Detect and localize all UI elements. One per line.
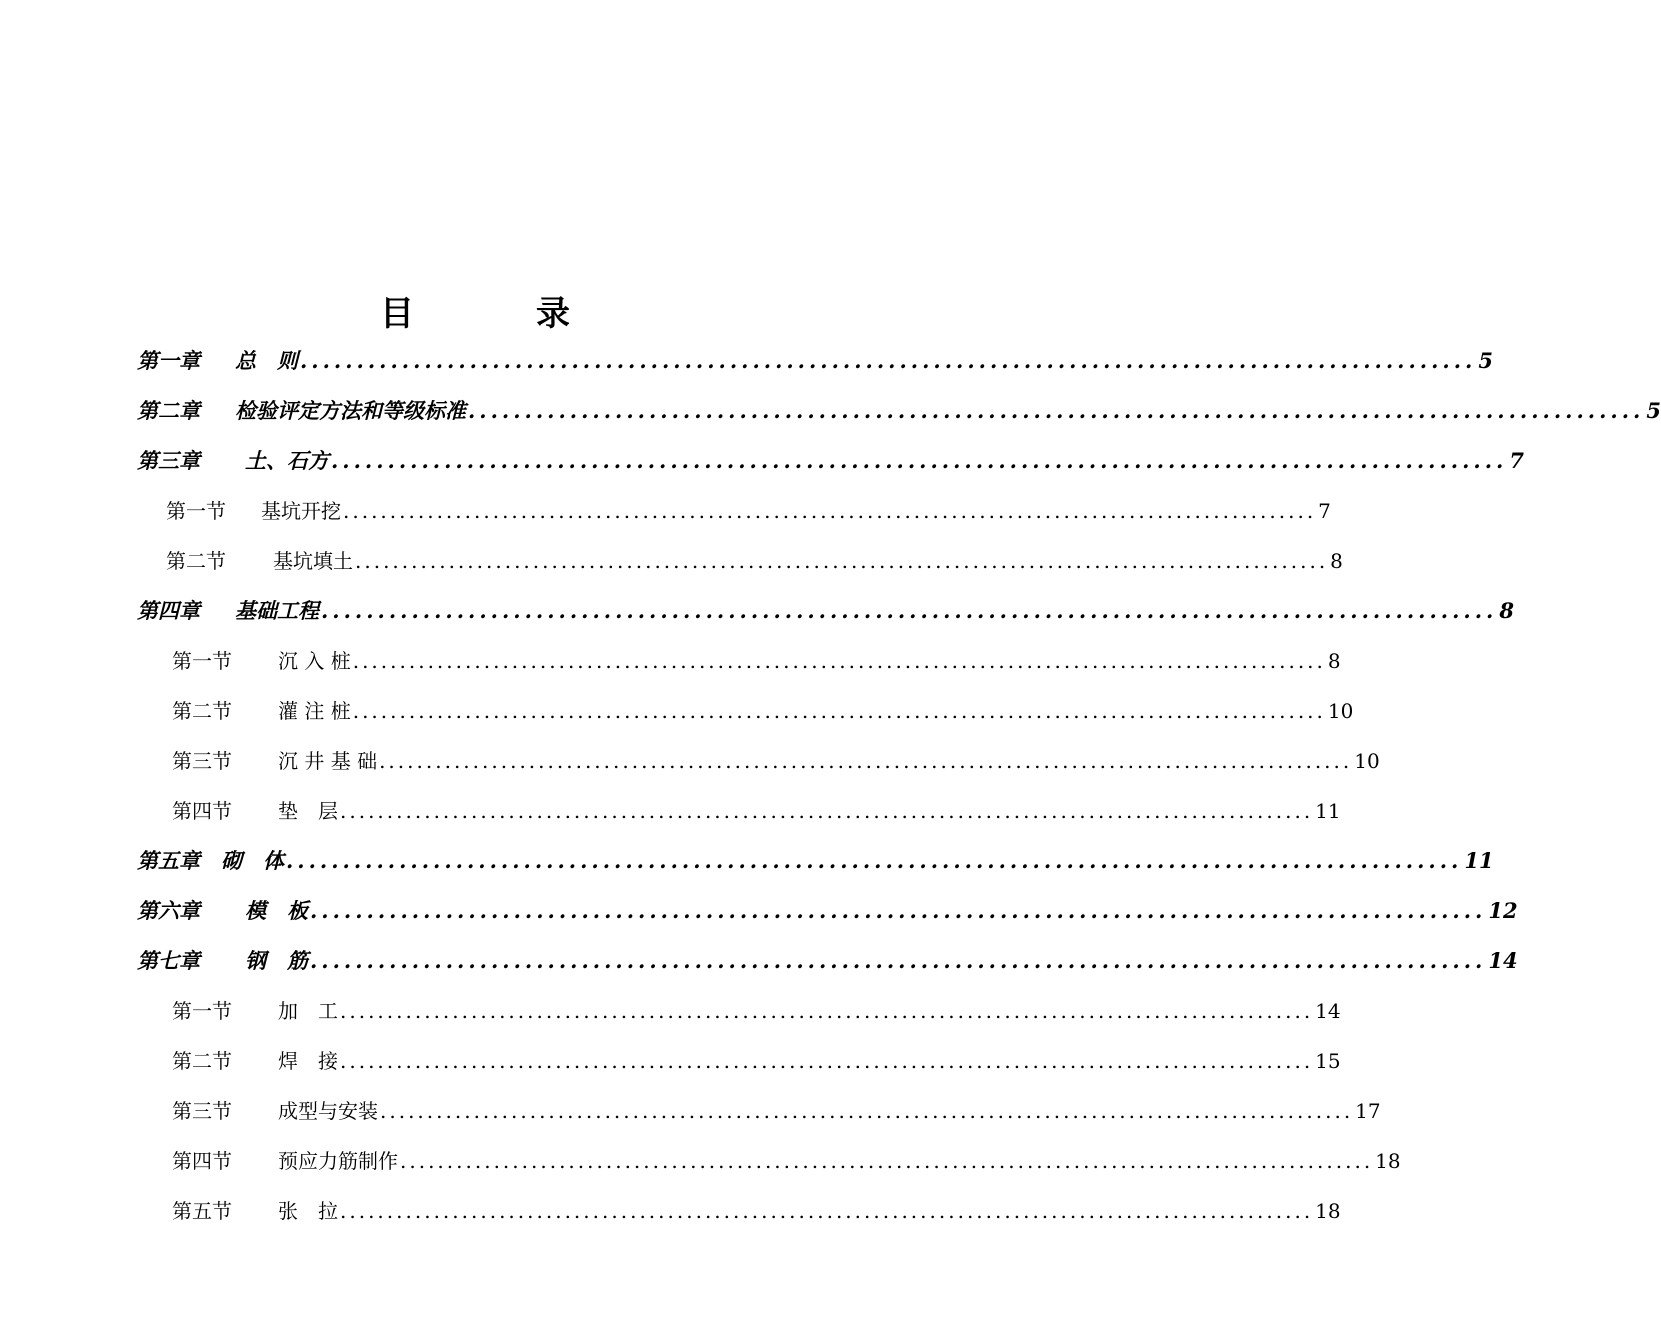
toc-entry-number: 第二章	[137, 398, 200, 423]
toc-entry[interactable]	[166, 495, 1331, 529]
toc-entry-number: 第五节	[172, 1199, 232, 1223]
toc-entry-number: 第二节	[172, 1049, 232, 1073]
toc-leader-dots: ........................................................................................................	[379, 749, 1353, 773]
toc-entry-title: 成型与安装	[278, 1099, 378, 1123]
toc-entry[interactable]	[172, 1195, 1341, 1229]
toc-entry[interactable]	[172, 745, 1380, 779]
toc-entry-number: 第五章	[137, 848, 200, 873]
toc-entry-number: 第二节	[172, 699, 232, 723]
toc-leader-dots: ........................................................................................................	[310, 948, 1487, 973]
toc-entry-page: 10	[1327, 699, 1354, 723]
toc-entry-number: 第一节	[166, 499, 226, 523]
toc-entry-page: 18	[1375, 1149, 1401, 1173]
toc-entry[interactable]	[172, 645, 1341, 679]
toc-entry-number: 第三章	[137, 448, 200, 473]
toc-entry-number: 第三节	[172, 1099, 232, 1123]
toc-entry-page: 8	[1330, 549, 1343, 573]
toc-entry-title: 基础工程	[235, 598, 319, 623]
toc-entry[interactable]	[137, 345, 1493, 379]
toc-entry-page: 5	[1646, 398, 1661, 423]
toc-entry-page: 7	[1509, 448, 1524, 473]
toc-entry[interactable]	[137, 945, 1518, 979]
toc-entry[interactable]	[172, 1145, 1401, 1179]
toc-entry-title: 检验评定方法和等级标准	[235, 398, 466, 423]
toc-entry-page: 12	[1488, 898, 1518, 923]
toc-entry-title: 预应力筋制作	[278, 1149, 398, 1173]
toc-entry-number: 第三节	[172, 749, 232, 773]
toc-entry-title: 垫 层	[278, 799, 338, 823]
toc-entry-title: 总 则	[235, 348, 298, 373]
toc-entry-number: 第四节	[172, 799, 232, 823]
toc-leader-dots: ........................................................................................................	[343, 499, 1317, 523]
toc-entry[interactable]	[172, 695, 1354, 729]
toc-entry[interactable]	[137, 395, 1661, 429]
toc-leader-dots: ........................................................................................................	[340, 1049, 1314, 1073]
toc-entry-page: 14	[1315, 999, 1341, 1023]
toc-entry-title: 沉 入 桩	[278, 649, 351, 673]
toc-entry-page: 11	[1464, 848, 1494, 873]
toc-entry[interactable]	[137, 895, 1518, 929]
toc-entry-title: 焊 接	[278, 1049, 338, 1073]
toc-leader-dots: ........................................................................................................	[352, 649, 1326, 673]
toc-entry-title: 基坑开挖	[261, 499, 341, 523]
toc-entry-number: 第七章	[137, 948, 200, 973]
toc-leader-dots: ........................................................................................................	[310, 898, 1487, 923]
toc-entry[interactable]	[137, 445, 1524, 479]
toc-leader-dots: ........................................................................................................	[321, 598, 1498, 623]
toc-entry-title: 加 工	[278, 999, 338, 1023]
toc-entry-page: 15	[1315, 1049, 1341, 1073]
toc-entry[interactable]	[172, 795, 1341, 829]
toc-entry-page: 18	[1315, 1199, 1341, 1223]
toc-entry[interactable]	[137, 845, 1494, 879]
toc-entry-number: 第四节	[172, 1149, 232, 1173]
toc-entry-number: 第一节	[172, 649, 232, 673]
toc-leader-dots: ........................................................................................................	[340, 1199, 1314, 1223]
toc-entry-title: 砌 体	[221, 848, 284, 873]
toc-entry[interactable]	[166, 545, 1343, 579]
toc-leader-dots: ........................................................................................................	[355, 549, 1329, 573]
toc-leader-dots: ........................................................................................................	[380, 1099, 1354, 1123]
toc-entry[interactable]	[172, 1045, 1341, 1079]
toc-entry-title: 模 板	[245, 898, 308, 923]
toc-entry-page: 10	[1354, 749, 1380, 773]
toc-leader-dots: ........................................................................................................	[300, 348, 1477, 373]
toc-entry-title: 沉 井 基 础	[278, 749, 378, 773]
toc-entry-title: 钢 筋	[245, 948, 308, 973]
toc-entry[interactable]	[172, 995, 1341, 1029]
toc-entry-number: 第一节	[172, 999, 232, 1023]
toc-leader-dots: ........................................................................................................	[286, 848, 1463, 873]
toc-leader-dots: ........................................................................................................	[468, 398, 1645, 423]
toc-entry-title: 基坑填土	[273, 549, 353, 573]
toc-entry-title: 张 拉	[278, 1199, 338, 1223]
toc-leader-dots: ........................................................................................................	[400, 1149, 1374, 1173]
toc-leader-dots: ........................................................................................................	[331, 448, 1508, 473]
toc-entry-page: 8	[1327, 649, 1341, 673]
toc-entry-title: 土、石方	[245, 448, 329, 473]
toc-entry-page: 14	[1488, 948, 1518, 973]
toc-leader-dots: ........................................................................................................	[352, 699, 1326, 723]
toc-entry-page: 11	[1315, 799, 1341, 823]
toc-entry-page: 8	[1499, 598, 1514, 623]
toc-entry-number: 第四章	[137, 598, 200, 623]
toc-entry-page: 5	[1478, 348, 1493, 373]
toc-entry-number: 第二节	[166, 549, 226, 573]
toc-leader-dots: ........................................................................................................	[340, 999, 1314, 1023]
toc-entry[interactable]	[137, 595, 1514, 629]
page-title: 目 录	[380, 294, 614, 334]
toc-entry-number: 第一章	[137, 348, 200, 373]
toc-entry-page: 7	[1318, 499, 1331, 523]
toc-entry-title: 灌 注 桩	[278, 699, 351, 723]
toc-entry[interactable]	[172, 1095, 1381, 1129]
toc-entry-page: 17	[1355, 1099, 1381, 1123]
toc-leader-dots: ........................................................................................................	[340, 799, 1314, 823]
toc-entry-number: 第六章	[137, 898, 200, 923]
